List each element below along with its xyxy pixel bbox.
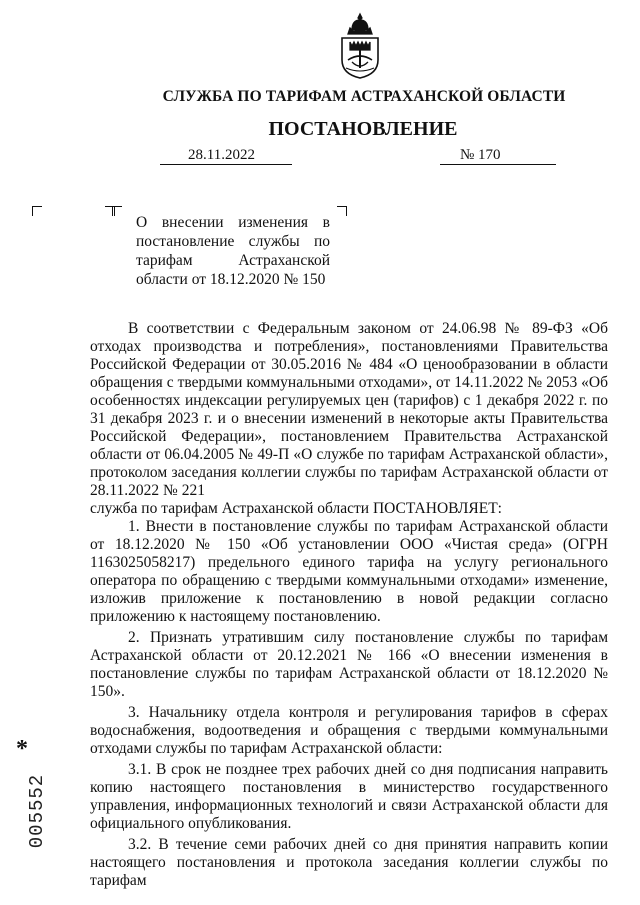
- margin-star: *: [16, 736, 28, 762]
- preamble-paragraph: В соответствии с Федеральным законом от 24.06.98 № 89-ФЗ «Об отходах производства и потребления», постановлениями Правительства Российской Федерации от 30.05.2016 № 484 «О ценообразовании в области обращения с твердыми коммунальными отходами», от 14.11.2022 № 2053 «Об особенностях индексации регулируемых цен (тарифов) с 1 декабря 2022 г. по 31 декабря 2023 г. и о внесении изменений в некоторые акты Правительства Российской Федерации», постановлением Правительства Астраханской области от 06.04.2005 № 49-П «О службе по тарифам Астраханской области», протоколом заседания коллегии службы по тарифам Астраханской области от 28.11.2022 № 221: [90, 320, 608, 499]
- clause-1: 1. Внести в постановление службы по тарифам Астраханской области от 18.12.2020 № 150 «Об установлении ООО «Чистая среда» (ОГРН 1163025058217) предельного единого тарифа на услугу регионального оператора по обращению с твердыми коммунальными отходами» изменение, изложив приложение к постановлению в новой редакции согласно приложению к настоящему постановлению.: [90, 518, 608, 625]
- organization-name: СЛУЖБА ПО ТАРИФАМ АСТРАХАНСКОЙ ОБЛАСТИ: [162, 88, 566, 105]
- document-subject: [136, 213, 330, 289]
- subject-line: постановление службы по: [136, 233, 330, 250]
- corner-mark: [105, 206, 115, 216]
- document-date: 28.11.2022: [160, 147, 292, 165]
- document-type: ПОСТАНОВЛЕНИЕ: [268, 118, 458, 140]
- resolution-line: служба по тарифам Астраханской области ПОСТАНОВЛЯЕТ:: [90, 500, 502, 517]
- coat-of-arms-icon: [338, 12, 382, 80]
- document-body: [90, 320, 608, 890]
- clause-3-2: 3.2. В течение семи рабочих дней со дня принятия направить копии настоящего постановления и протокола заседания коллегии службы по тарифам: [90, 836, 608, 889]
- document-number: № 170: [440, 147, 556, 165]
- clause-3: 3. Начальнику отдела контроля и регулирования тарифов в сферах водоснабжения, водоотведения и обращения с твердыми коммунальными отходами службы по тарифам Астраханской области:: [90, 704, 608, 757]
- corner-mark: [32, 206, 42, 216]
- margin-serial-number: 005552: [26, 773, 48, 849]
- subject-line: О внесении изменения в: [136, 214, 330, 231]
- corner-mark: [337, 206, 347, 216]
- clause-3-1: 3.1. В срок не позднее трех рабочих дней со дня подписания направить копию настоящего постановления в министерство государственного управления, информационных технологий и связи Астраханской области для официального опубликования.: [90, 761, 608, 832]
- clause-2: 2. Признать утратившим силу постановление службы по тарифам Астраханской области от 20.12.2021 № 166 «О внесении изменения в постановление службы по тарифам Астраханской области от 18.12.2020 № 150».: [90, 629, 608, 700]
- subject-line: области от 18.12.2020 № 150: [136, 271, 326, 288]
- subject-line: тарифам Астраханской: [136, 252, 330, 269]
